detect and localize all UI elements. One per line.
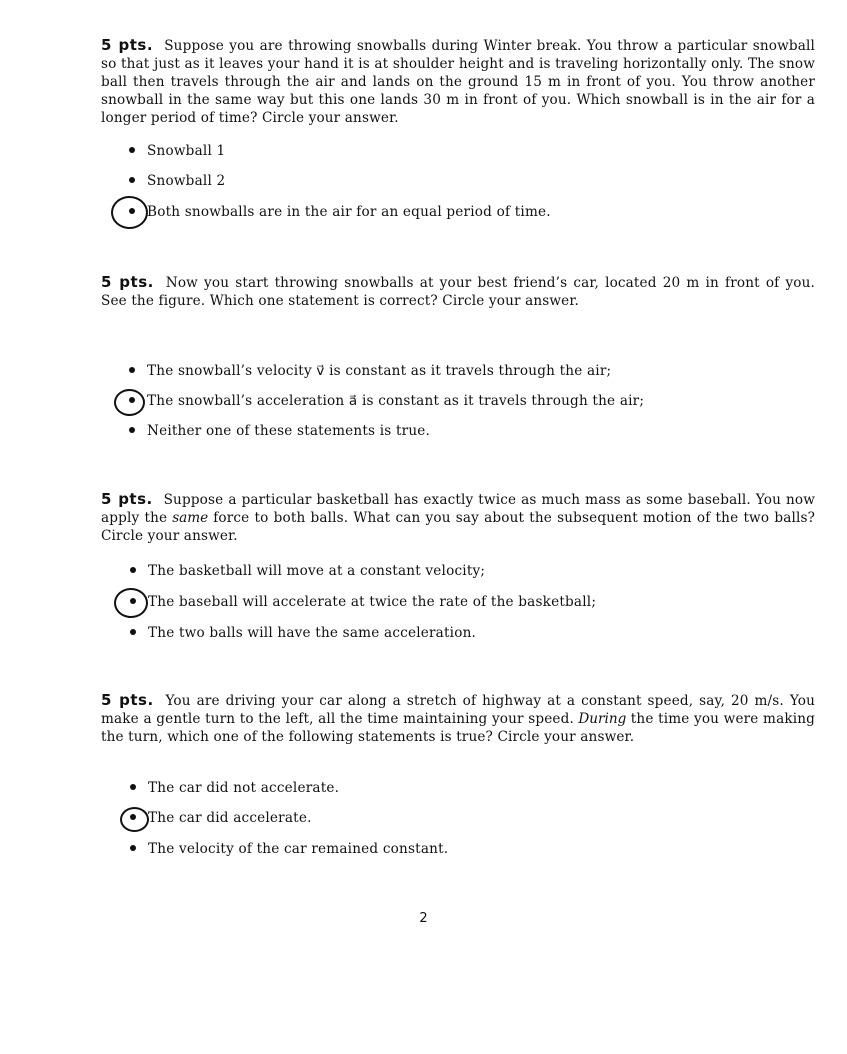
question-3-points: 5 pts. xyxy=(101,490,153,508)
question-3-body-end: force to both balls. What can you say about the subsequent motion of the two balls? Circle your answer. xyxy=(101,510,816,544)
bullet-icon xyxy=(130,784,136,790)
question-1-option-2 xyxy=(129,172,225,190)
bullet-icon xyxy=(129,147,135,153)
option-label: Snowball 2 xyxy=(147,173,226,189)
option-label: The snowball’s velocity v⃗ is constant as it travels through the air; xyxy=(147,363,612,379)
question-2-option-1 xyxy=(129,362,611,380)
bullet-icon xyxy=(130,845,136,851)
question-4-option-2 xyxy=(130,809,312,827)
question-4-body-start: You are driving your car along a stretch of highway at a constant speed, say, 20 m/s. You make a gentle turn to the left, all the time maintaining your speed. xyxy=(101,693,815,727)
question-1-body: Suppose you are throwing snowballs during Winter break. You throw a particular snowball so that just as it leaves your hand it is at shoulder height and is traveling horizontally only. The snow ball then travels through the air and lands on the ground 15 m in front of you. You throw another snowball in the same way but this one lands 30 m in front of you. Which snowball is in the air for a longer period of time? Circle your answer. xyxy=(101,38,815,126)
option-label: Neither one of these statements is true. xyxy=(147,423,431,439)
bullet-icon xyxy=(130,629,136,635)
bullet-icon xyxy=(130,567,136,573)
question-4-option-1 xyxy=(130,779,339,797)
answer-circle-mark xyxy=(111,196,148,229)
option-label: The snowball’s acceleration a⃗ is constant as it travels through the air; xyxy=(147,393,645,409)
answer-circle-mark xyxy=(114,588,148,618)
question-1-points: 5 pts. xyxy=(101,36,154,54)
answer-circle-mark xyxy=(114,389,145,416)
question-3-option-3 xyxy=(130,624,476,642)
answer-circle-mark xyxy=(120,807,149,832)
bullet-icon xyxy=(129,367,135,373)
question-2-text xyxy=(101,273,815,310)
question-3-emphasis: same xyxy=(172,510,209,526)
bullet-icon xyxy=(129,427,135,433)
question-3-text xyxy=(101,490,815,545)
question-1-text xyxy=(101,36,815,127)
option-label: The two balls will have the same acceleration. xyxy=(148,625,477,641)
question-4-emphasis: During xyxy=(578,711,627,727)
question-1-option-1 xyxy=(129,142,225,160)
question-4 xyxy=(101,691,815,746)
question-2-points: 5 pts. xyxy=(101,273,154,291)
option-label: The velocity of the car remained constant. xyxy=(148,841,449,857)
question-1 xyxy=(101,36,815,127)
option-label: The car did accelerate. xyxy=(148,810,312,826)
question-3-option-1 xyxy=(130,562,485,580)
option-label: The car did not accelerate. xyxy=(148,780,340,796)
question-2 xyxy=(101,273,815,310)
question-4-body-end: the time you were making the turn, which one of the following statements is true? Circle your answer. xyxy=(101,711,815,745)
question-4-option-3 xyxy=(130,840,448,858)
question-2-body: Now you start throwing snowballs at your best friend’s car, located 20 m in front of you. See the figure. Which one statement is correct? Circle your answer. xyxy=(101,275,815,309)
page-number: 2 xyxy=(419,911,428,926)
question-3-body-start: Suppose a particular basketball has exactly twice as much mass as some baseball. You now apply the xyxy=(101,492,815,526)
option-label: The basketball will move at a constant velocity; xyxy=(148,563,486,579)
question-3 xyxy=(101,490,815,545)
bullet-icon xyxy=(129,177,135,183)
option-label: The baseball will accelerate at twice the rate of the basketball; xyxy=(148,594,597,610)
question-2-option-3 xyxy=(129,422,430,440)
option-label: Snowball 1 xyxy=(147,143,226,159)
question-2-option-2 xyxy=(129,392,644,410)
question-4-text xyxy=(101,691,815,746)
question-1-option-3 xyxy=(129,203,551,221)
question-4-points: 5 pts. xyxy=(101,691,154,709)
question-3-option-2 xyxy=(130,593,596,611)
option-label: Both snowballs are in the air for an equal period of time. xyxy=(147,204,551,220)
